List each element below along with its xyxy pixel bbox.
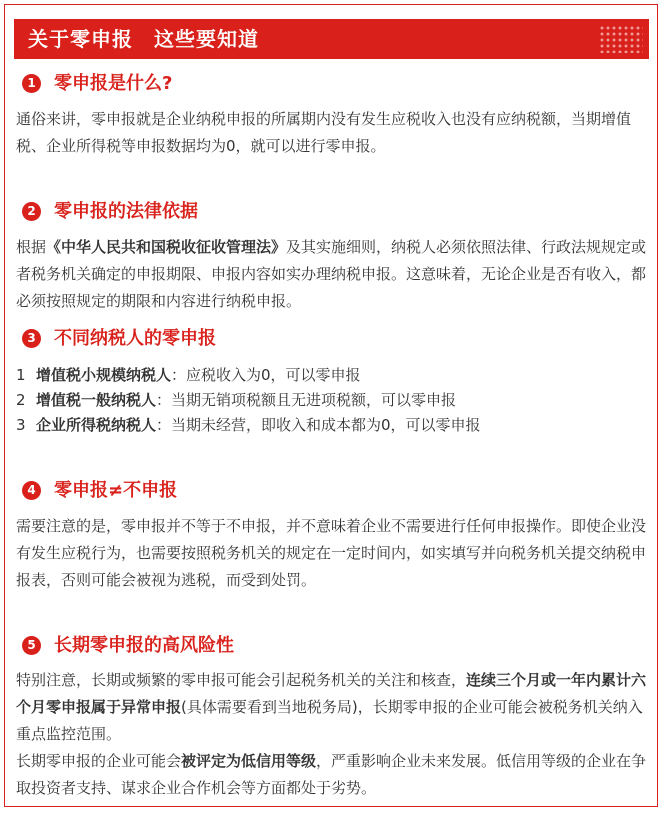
list-item-number: 1 — [16, 366, 26, 384]
list-item — [16, 413, 481, 438]
text-fragment: ，严重影响企业未来发展。低信用等级的企业在争取投资者支持、谋求企业合作机会等方面都处于劣势。 — [16, 752, 647, 797]
taxpayer-type: 增值税一般纳税人 — [36, 391, 157, 409]
list-item-text: ：当期未经营，即收入和成本都为0，可以零申报 — [156, 416, 481, 434]
paragraph — [16, 748, 650, 802]
section-title: 长期零申报的高风险性 — [54, 635, 234, 656]
section-4-text: 需要注意的是，零申报并不等于不申报，并不意味着企业不需要进行任何申报操作。即使企业没有发生应税行为，也需要按照税务机关的规定在一定时间内，如实填写并向税务机关提交纳税申报表，否则可能会被视为逃税，而受到处罚。 — [16, 517, 647, 589]
section-title: 零申报≠不申报 — [54, 480, 178, 501]
section-1-text: 通俗来讲，零申报就是企业纳税申报的所属期内没有发生应税收入也没有应纳税额，当期增值税、企业所得税等申报数据均为0，就可以进行零申报。 — [16, 110, 632, 155]
list-item-text: ：应税收入为0，可以零申报 — [171, 366, 361, 384]
list-item-number: 3 — [16, 416, 26, 434]
law-name: 《中华人民共和国税收征收管理法》 — [46, 238, 287, 256]
page-title: 关于零申报 这些要知道 — [28, 27, 259, 51]
taxpayer-type: 企业所得税纳税人 — [36, 416, 157, 434]
list-item — [16, 388, 456, 413]
dot-pattern-decoration — [599, 25, 643, 53]
section-title: 零申报的法律依据 — [54, 201, 198, 222]
text-fragment: 及其实施细则，纳税人必须依照法律、行政法规规定或者税务机关确定的申报期限、申报内容如实办理纳税申报。这意味着，无论企业是否有收入，都必须按照规定的期限和内容进行纳税申报。 — [16, 238, 647, 310]
text-fragment: (具体需要看到当地税务局)，长期零申报的企业可能会被税务机关纳入重点监控范围。 — [16, 698, 643, 743]
paragraph — [16, 667, 650, 748]
section-number-badge: 1 — [22, 74, 41, 93]
emphasis-text: 连续三个月或一年内累计六个月零申报属于异常申报 — [16, 671, 647, 716]
section-title: 零申报是什么? — [54, 73, 173, 94]
section-number-badge: 5 — [22, 636, 41, 655]
text-fragment: 特别注意，长期或频繁的零申报可能会引起税务机关的关注和核查， — [16, 671, 467, 689]
taxpayer-type: 增值税小规模纳税人 — [36, 366, 172, 384]
title-banner — [14, 19, 649, 59]
text-fragment: 根据 — [16, 238, 47, 256]
section-number-badge: 2 — [22, 202, 41, 221]
text-fragment: 长期零申报的企业可能会 — [16, 752, 182, 770]
section-5-text — [16, 667, 650, 802]
emphasis-text: 被评定为低信用等级 — [181, 752, 317, 770]
section-title: 不同纳税人的零申报 — [54, 328, 216, 349]
list-item-text: ：当期无销项税额且无进项税额，可以零申报 — [156, 391, 457, 409]
section-number-badge: 3 — [22, 329, 41, 348]
list-item — [16, 363, 361, 388]
list-item-number: 2 — [16, 391, 26, 409]
section-number-badge: 4 — [22, 481, 41, 500]
section-2-text — [16, 234, 650, 315]
